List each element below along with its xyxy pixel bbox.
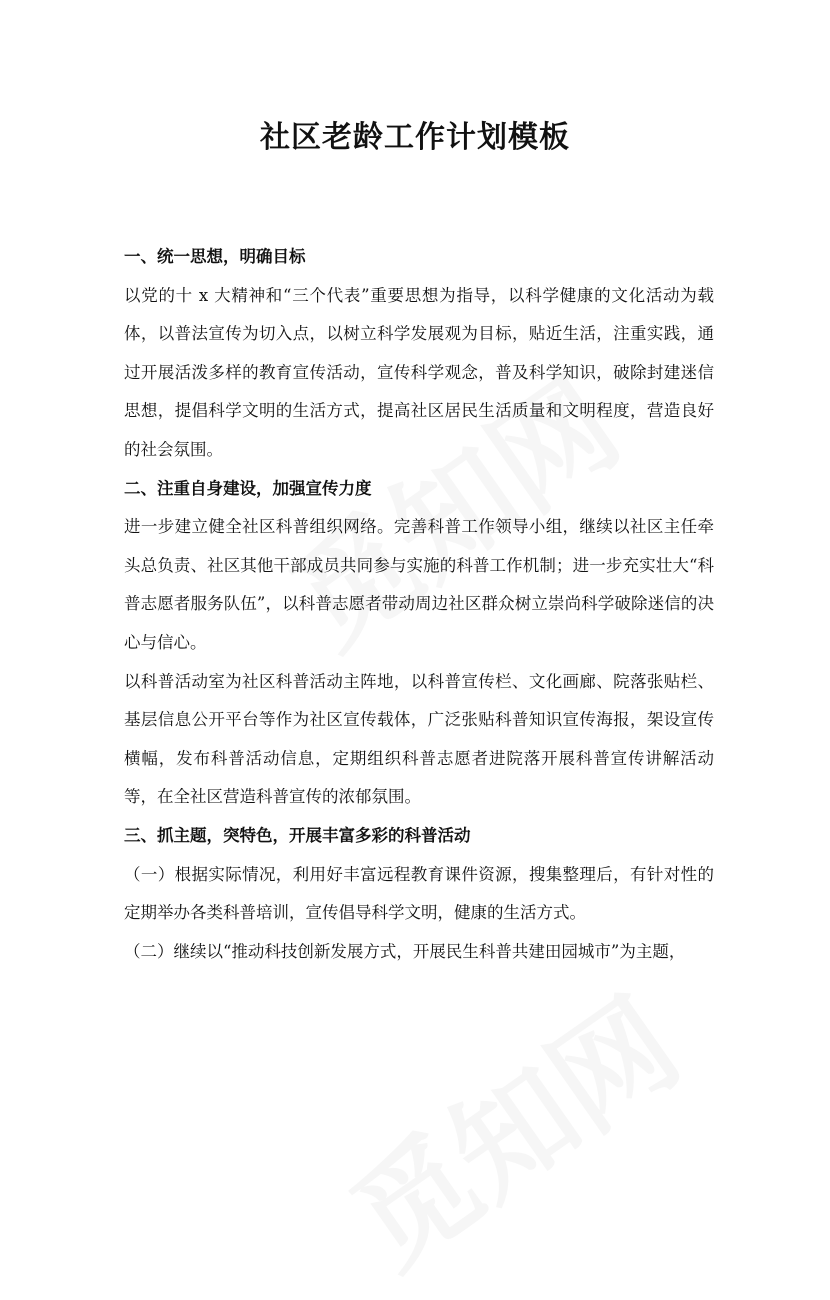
body-paragraph: 进一步建立健全社区科普组织网络。完善科普工作领导小组，继续以社区主任牵头总负责、社区其他干部成员共同参与实施的科普工作机制；进一步充实壮大“科普志愿者服务队伍”，以科普志愿者带动周边社区群众树立崇尚科学破除迷信的决心与信心。 (124, 517, 714, 652)
document-body (124, 238, 714, 971)
body-paragraph: 以党的十 x 大精神和“三个代表”重要思想为指导，以科学健康的文化活动为载体，以普法宣传为切入点，以树立科学发展观为目标，贴近生活，注重实践，通过开展活泼多样的教育宣传活动，宣传科学观念，普及科学知识，破除封建迷信思想，提倡科学文明的生活方式，提高社区居民生活质量和文明程度，营造良好的社会氛围。 (124, 285, 714, 459)
section-heading-3: 三、抓主题，突特色，开展丰富多彩的科普活动 (124, 825, 471, 845)
body-paragraph: （一）根据实际情况，利用好丰富远程教育课件资源，搜集整理后，有针对性的定期举办各类科普培训，宣传倡导科学文明，健康的生活方式。 (124, 864, 714, 923)
body-paragraph: （二）继续以“推动科技创新发展方式，开展民生科普共建田园城市”为主题， (124, 941, 686, 961)
section-heading-2: 二、注重自身建设，加强宣传力度 (124, 478, 372, 498)
body-paragraph: 以科普活动室为社区科普活动主阵地，以科普宣传栏、文化画廊、院落张贴栏、基层信息公开平台等作为社区宣传载体，广泛张贴科普知识宣传海报，架设宣传横幅，发布科普活动信息，定期组织科普志愿者进院落开展科普宣传讲解活动等，在全社区营造科普宣传的浓郁氛围。 (124, 671, 714, 807)
section-heading-1: 一、统一思想，明确目标 (124, 247, 306, 266)
document-title: 社区老龄工作计划模板 (260, 120, 570, 155)
watermark-graphic (313, 952, 707, 1299)
